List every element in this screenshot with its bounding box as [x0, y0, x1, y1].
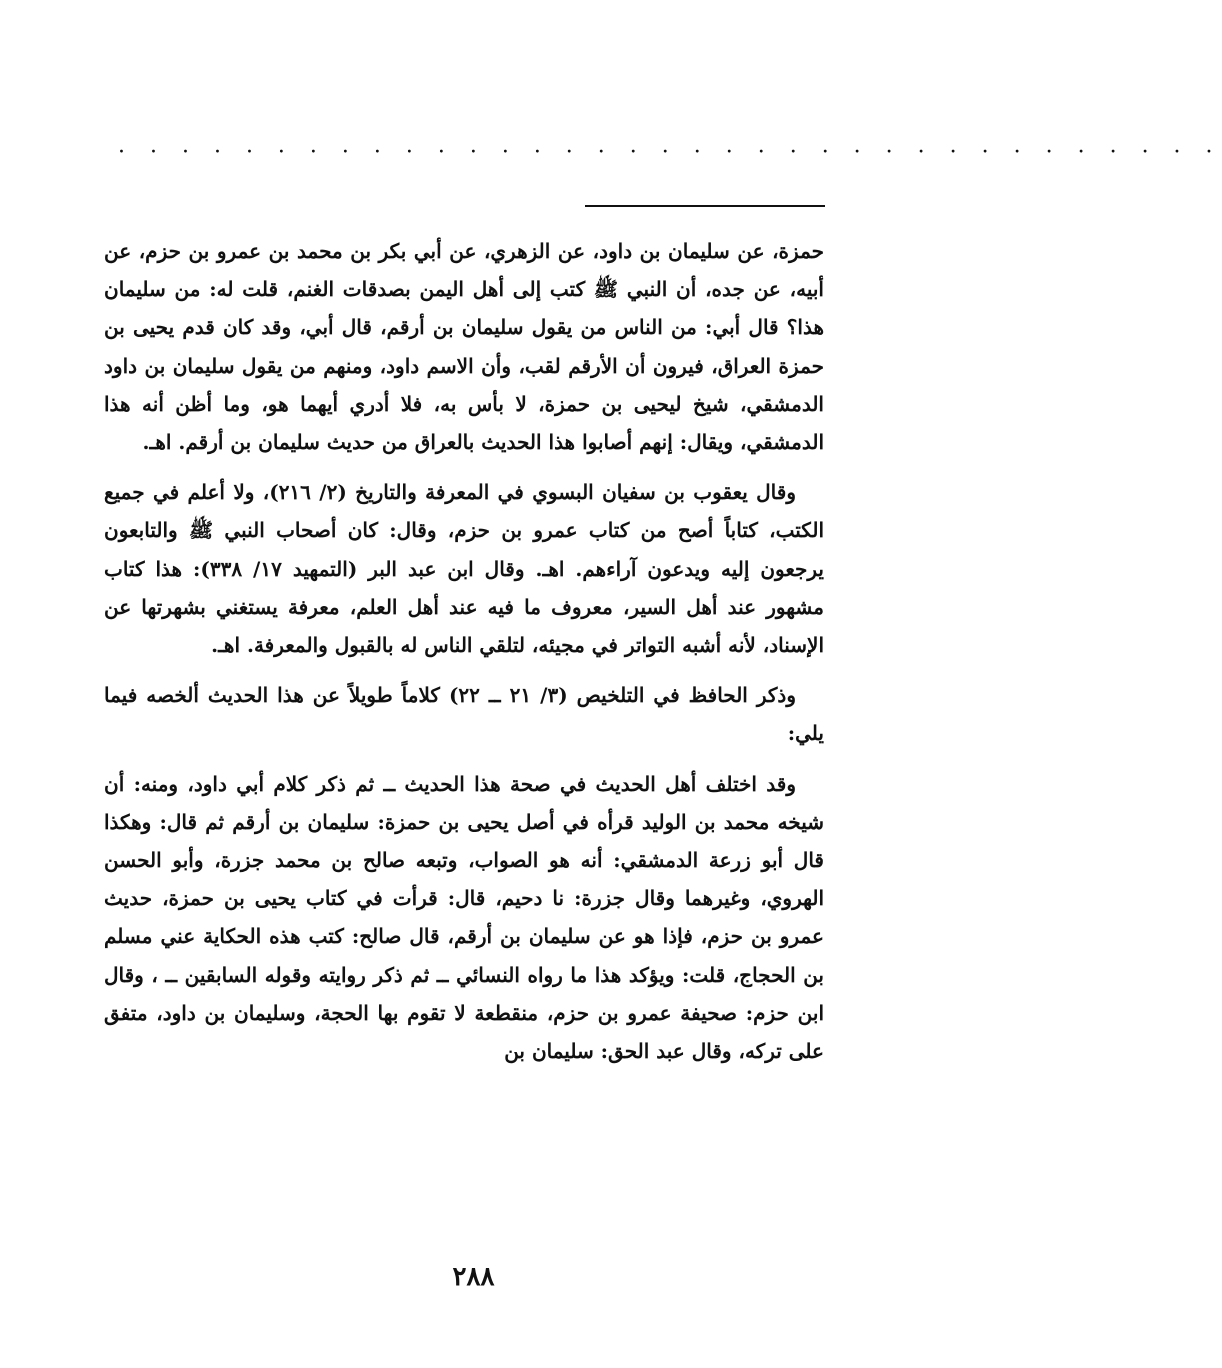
page-body: [104, 232, 824, 1082]
page-number: ٢٨٨: [452, 1262, 495, 1292]
paragraph-4: وقد اختلف أهل الحديث في صحة هذا الحديث ــ ثم ذكر كلام أبي داود، ومنه: أن شيخه محمد بن الوليد قرأه في أصل يحيى بن حمزة: سليمان بن أرقم ثم قال: وهكذا قال أبو زرعة الدمشقي: أنه هو الصواب، وتبعه صالح بن محمد جزرة، وأبو الحسن الهروي، وغيرهما وقال جزرة: نا دحيم، قال: قرأت في كتاب يحيى بن حمزة، حديث عمرو بن حزم، فإذا هو عن سليمان بن أرقم، قال صالح: كتب هذه الحكاية عني مسلم بن الحجاج، قلت: ويؤكد هذا ما رواه النسائي ــ ثم ذكر روايته وقوله السابقين ــ ، وقال ابن حزم: صحيفة عمرو بن حزم، منقطعة لا تقوم بها الحجة، وسليمان بن داود، متفق على تركه، وقال عبد الحق: سليمان بن: [104, 771, 824, 1064]
paragraph-3: وذكر الحافظ في التلخيص (٣/ ٢١ ــ ٢٢) كلاماً طويلاً عن هذا الحديث ألخصه فيما يلي:: [104, 683, 824, 746]
paragraph-1: حمزة، عن سليمان بن داود، عن الزهري، عن أبي بكر بن محمد بن عمرو بن حزم، عن أبيه، عن جده، أن النبي ﷺ كتب إلى أهل اليمن بصدقات الغنم، قلت له: من سليمان هذا؟ قال أبي: من الناس من يقول سليمان بن أرقم، قال أبي، وقد كان قدم يحيى بن حمزة العراق، فيرون أن الأرقم لقب، وأن الاسم داود، ومنهم من يقول سليمان بن داود الدمشقي، شيخ ليحيى بن حمزة، لا بأس به، فلا أدري أيهما هو، وما أظن أنه هذا الدمشقي، ويقال: إنهم أصابوا هذا الحديث بالعراق من حديث سليمان بن أرقم. اهـ.: [104, 239, 824, 455]
paragraph-2: وقال يعقوب بن سفيان البسوي في المعرفة والتاريخ (٢/ ٢١٦)، ولا أعلم في جميع الكتب، كتاباً أصح من كتاب عمرو بن حزم، وقال: كان أصحاب النبي ﷺ والتابعون يرجعون إليه ويدعون آراءهم. اهـ. وقال ابن عبد البر (التمهيد ١٧/ ٣٣٨): هذا كتاب مشهور عند أهل السير، معروف ما فيه عند أهل العلم، معرفة يستغني بشهرتها عن الإسناد، لأنه أشبه التواتر في مجيئه، لتلقي الناس له بالقبول والمعرفة. اهـ.: [104, 480, 824, 658]
footnote-rule: [585, 205, 825, 207]
dotted-separator: · · · · · · · · · · · · · · · · · · · · · · · · · · · · · · · · · · ·: [118, 140, 1222, 165]
